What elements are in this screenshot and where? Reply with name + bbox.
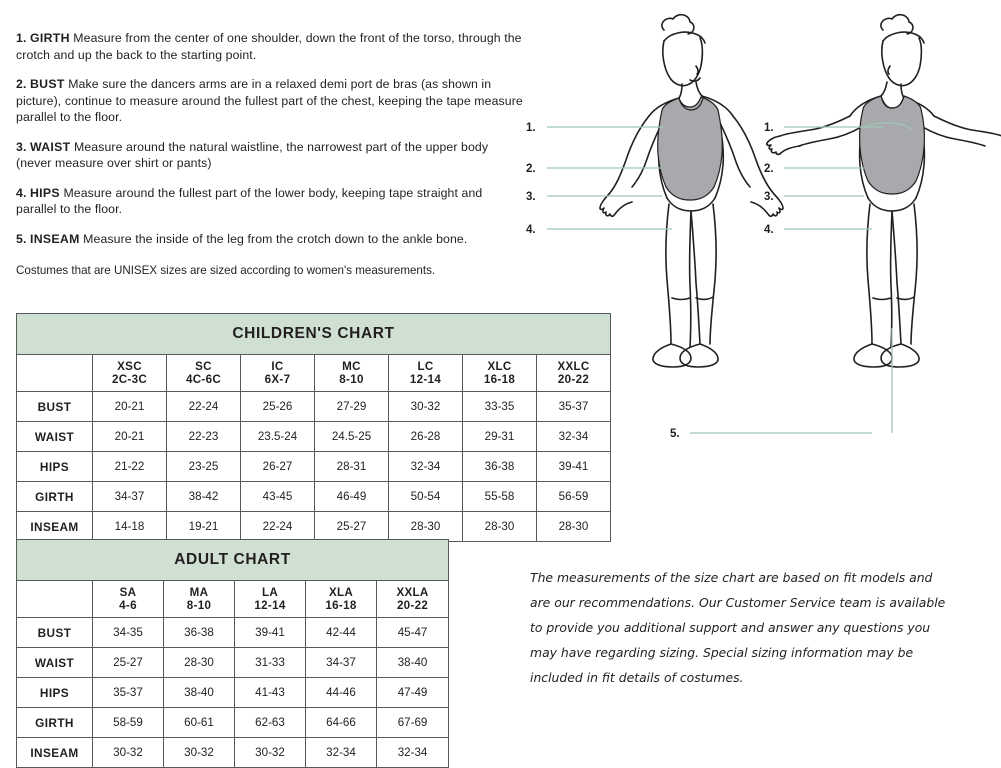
column-size: LA — [261, 585, 279, 599]
table-cell: 30-32 — [164, 738, 235, 768]
row-label: INSEAM — [17, 512, 93, 542]
table-cell: 64-66 — [306, 708, 377, 738]
table-cell: 32-34 — [377, 738, 449, 768]
row-label: BUST — [17, 392, 93, 422]
callout-numbers — [526, 122, 774, 440]
column-size: SC — [195, 359, 212, 373]
table-cell: 38-40 — [377, 648, 449, 678]
instruction-text: Measure the inside of the leg from the crotch down to the ankle bone. — [83, 231, 468, 246]
chart-title-row — [17, 540, 449, 581]
table-cell: 35-37 — [93, 678, 164, 708]
table-cell: 42-44 — [306, 618, 377, 648]
table-row — [17, 708, 449, 738]
chart-title: ADULT CHART — [17, 540, 449, 581]
table-cell: 22-24 — [241, 512, 315, 542]
instruction-item — [16, 185, 526, 218]
table-cell: 34-35 — [93, 618, 164, 648]
table-cell: 23.5-24 — [241, 422, 315, 452]
table-cell: 34-37 — [306, 648, 377, 678]
column-range: 12-14 — [409, 373, 442, 386]
instruction-term: GIRTH — [30, 31, 70, 45]
table-cell: 28-30 — [389, 512, 463, 542]
column-header — [389, 355, 463, 392]
instruction-number: 5. — [16, 231, 27, 246]
table-cell: 43-45 — [241, 482, 315, 512]
instruction-term: INSEAM — [30, 231, 80, 246]
callout-label-4-back: 4. — [764, 224, 774, 236]
dancer-figures — [512, 8, 1001, 508]
table-cell: 34-37 — [93, 482, 167, 512]
table-cell: 32-34 — [306, 738, 377, 768]
table-cell: 47-49 — [377, 678, 449, 708]
table-cell: 26-28 — [389, 422, 463, 452]
column-header — [164, 581, 235, 618]
back-dancer-figure — [767, 15, 1001, 367]
table-cell: 30-32 — [389, 392, 463, 422]
column-range: 4-6 — [119, 599, 137, 612]
callout-lines — [547, 123, 912, 433]
column-header — [235, 581, 306, 618]
column-size: SA — [119, 585, 137, 599]
table-cell: 24.5-25 — [315, 422, 389, 452]
instruction-term: HIPS — [30, 185, 60, 200]
table-cell: 32-34 — [389, 452, 463, 482]
corner-cell — [17, 581, 93, 618]
column-size: MA — [189, 585, 209, 599]
table-cell: 20-21 — [93, 392, 167, 422]
table-cell: 23-25 — [167, 452, 241, 482]
table-cell: 44-46 — [306, 678, 377, 708]
column-header — [93, 355, 167, 392]
table-cell: 27-29 — [315, 392, 389, 422]
column-header — [167, 355, 241, 392]
column-header — [241, 355, 315, 392]
table-cell: 58-59 — [93, 708, 164, 738]
table-cell: 19-21 — [167, 512, 241, 542]
table-cell: 36-38 — [164, 618, 235, 648]
column-size: XSC — [117, 359, 142, 373]
instruction-number: 4. — [16, 185, 27, 200]
table-cell: 39-41 — [235, 618, 306, 648]
column-range: 2C-3C — [111, 373, 147, 386]
column-range: 6X-7 — [264, 373, 291, 386]
instruction-term: WAIST — [30, 139, 71, 154]
table-cell: 35-37 — [537, 392, 611, 422]
instruction-item — [16, 76, 526, 126]
table-cell: 67-69 — [377, 708, 449, 738]
size-chart-footnote: The measurements of the size chart are based on fit models and are our recommendations. Our Customer Service team is available to provide you additional support and answer any questions you may have regarding sizing. Special sizing information may be included in fit details of costumes. — [530, 570, 946, 685]
column-header — [306, 581, 377, 618]
measurement-instructions — [16, 30, 526, 278]
table-cell: 50-54 — [389, 482, 463, 512]
column-size: IC — [271, 359, 284, 373]
instruction-term: BUST — [30, 77, 65, 91]
table-row — [17, 618, 449, 648]
front-dancer-figure — [600, 15, 783, 367]
instruction-item — [16, 139, 526, 172]
column-header — [315, 355, 389, 392]
column-range: 4C-6C — [185, 373, 221, 386]
table-cell: 38-40 — [164, 678, 235, 708]
row-label: HIPS — [17, 452, 93, 482]
table-cell: 38-42 — [167, 482, 241, 512]
row-label: GIRTH — [17, 708, 93, 738]
callout-label-4-front: 4. — [526, 224, 536, 236]
table-cell: 28-30 — [463, 512, 537, 542]
table-cell: 29-31 — [463, 422, 537, 452]
table-cell: 36-38 — [463, 452, 537, 482]
callout-label-3-back: 3. — [764, 191, 774, 203]
table-row — [17, 648, 449, 678]
instruction-text: Make sure the dancers arms are in a relaxed demi port de bras (as shown in picture), continue to measure around the fullest part of the chest, keeping the tape measure parallel to the floor. — [16, 77, 523, 124]
corner-cell — [17, 355, 93, 392]
table-cell: 25-27 — [315, 512, 389, 542]
table-cell: 21-22 — [93, 452, 167, 482]
table-cell: 41-43 — [235, 678, 306, 708]
column-size: XLA — [328, 585, 354, 599]
table-cell: 39-41 — [537, 452, 611, 482]
instruction-item — [16, 231, 526, 248]
instruction-number: 2. — [16, 77, 27, 91]
instruction-number: 1. — [16, 31, 27, 45]
table-row — [17, 738, 449, 768]
column-range: 16-18 — [483, 373, 516, 386]
table-cell: 28-31 — [315, 452, 389, 482]
unisex-note: Costumes that are UNISEX sizes are sized according to women's measurements. — [16, 264, 436, 277]
callout-label-1-back: 1. — [764, 122, 774, 134]
column-range: 20-22 — [396, 599, 429, 612]
table-cell: 28-30 — [537, 512, 611, 542]
callout-label-3-front: 3. — [526, 191, 536, 203]
adult-size-chart — [16, 539, 449, 768]
table-cell: 22-24 — [167, 392, 241, 422]
row-label: GIRTH — [17, 482, 93, 512]
callout-label-5-back: 5. — [670, 428, 680, 440]
instruction-text: Measure around the natural waistline, the narrowest part of the upper body (never measure over shirt or pants) — [16, 139, 489, 170]
table-cell: 14-18 — [93, 512, 167, 542]
column-header — [377, 581, 449, 618]
table-cell: 60-61 — [164, 708, 235, 738]
table-cell: 20-21 — [93, 422, 167, 452]
column-range: 8-10 — [339, 373, 364, 386]
column-range: 12-14 — [254, 599, 286, 612]
column-range: 16-18 — [325, 599, 357, 612]
column-header — [93, 581, 164, 618]
chart-header-row — [17, 581, 449, 618]
table-cell: 62-63 — [235, 708, 306, 738]
table-cell: 32-34 — [537, 422, 611, 452]
column-size: XLC — [487, 359, 512, 373]
table-row — [17, 512, 611, 542]
column-size: LC — [417, 359, 434, 373]
table-cell: 31-33 — [235, 648, 306, 678]
row-label: INSEAM — [17, 738, 93, 768]
row-label: BUST — [17, 618, 93, 648]
chart-title: CHILDREN'S CHART — [17, 314, 611, 355]
column-range: 8-10 — [186, 599, 212, 612]
instruction-item — [16, 30, 526, 63]
row-label: HIPS — [17, 678, 93, 708]
column-range: 20-22 — [557, 373, 590, 386]
column-size: MC — [342, 359, 361, 373]
table-cell: 25-26 — [241, 392, 315, 422]
table-cell: 33-35 — [463, 392, 537, 422]
column-size: XXLC — [557, 359, 590, 373]
row-label: WAIST — [17, 648, 93, 678]
row-label: WAIST — [17, 422, 93, 452]
table-cell: 30-32 — [93, 738, 164, 768]
table-cell: 26-27 — [241, 452, 315, 482]
callout-label-2-back: 2. — [764, 163, 774, 175]
table-cell: 30-32 — [235, 738, 306, 768]
table-cell: 46-49 — [315, 482, 389, 512]
instruction-text: Measure from the center of one shoulder, down the front of the torso, through the crotch and up the back to the starting point. — [16, 31, 522, 62]
table-cell: 55-58 — [463, 482, 537, 512]
table-row — [17, 678, 449, 708]
callout-label-1-front: 1. — [526, 122, 536, 134]
table-cell: 25-27 — [93, 648, 164, 678]
table-cell: 28-30 — [164, 648, 235, 678]
table-cell: 45-47 — [377, 618, 449, 648]
callout-label-2-front: 2. — [526, 163, 536, 175]
column-size: XXLA — [396, 585, 429, 599]
table-cell: 56-59 — [537, 482, 611, 512]
table-cell: 22-23 — [167, 422, 241, 452]
instruction-number: 3. — [16, 139, 27, 154]
instruction-text: Measure around the fullest part of the lower body, keeping tape straight and parallel to the floor. — [16, 185, 483, 216]
